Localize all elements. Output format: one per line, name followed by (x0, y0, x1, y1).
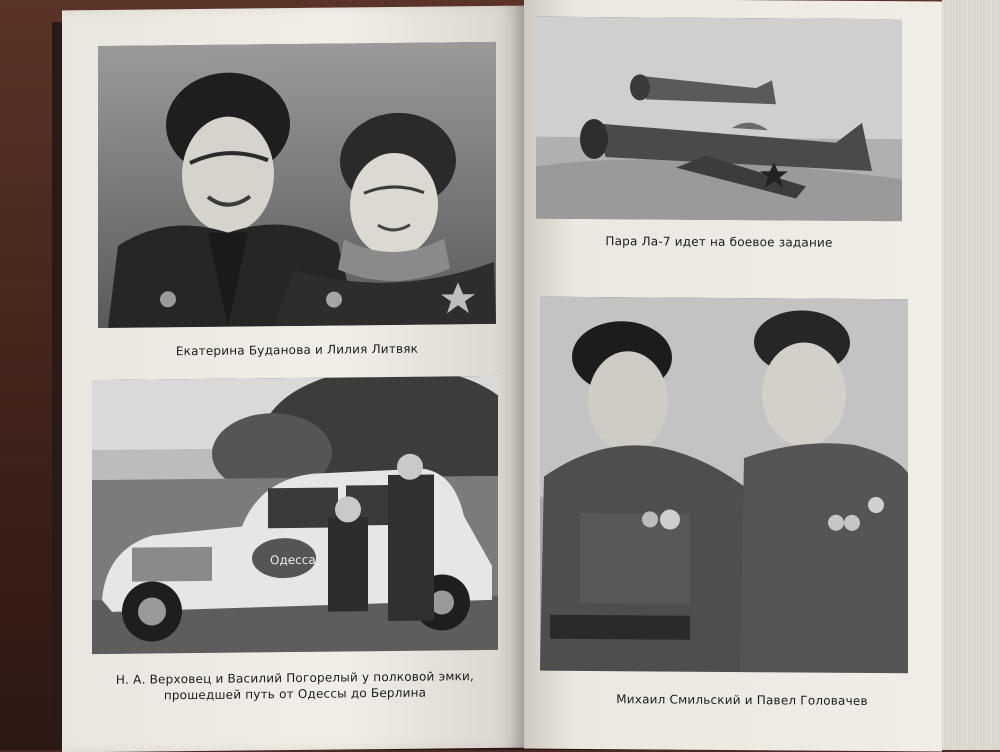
photo-two-officers (540, 297, 908, 674)
photo-caption (584, 691, 900, 709)
caption-line: прошедшей путь от Одессы до Берлина (163, 685, 427, 703)
photo-caption (98, 340, 496, 360)
caption-text: Михаил Смильский и Павел Головачев (616, 692, 868, 708)
photo-two-women-pilots (98, 42, 496, 328)
caption-line: Н. А. Верховец и Василий Погорелый у полковой эмки, (115, 669, 475, 687)
photo-la7-pair (536, 17, 902, 222)
portrait-image (98, 42, 496, 328)
page-block-edge (942, 0, 1000, 750)
right-page (524, 0, 942, 751)
left-page (62, 6, 524, 752)
car-image (92, 376, 498, 654)
aircraft-image (536, 17, 902, 222)
photo-caption (536, 233, 902, 252)
photo-caption (82, 668, 508, 704)
caption-text: Пара Ла-7 идет на боевое задание (605, 234, 833, 250)
car-door-lettering: Одесса (270, 552, 316, 568)
officers-image (540, 297, 908, 674)
caption-text: Екатерина Буданова и Лилия Литвяк (175, 341, 419, 359)
photo-regimental-car (92, 376, 498, 654)
